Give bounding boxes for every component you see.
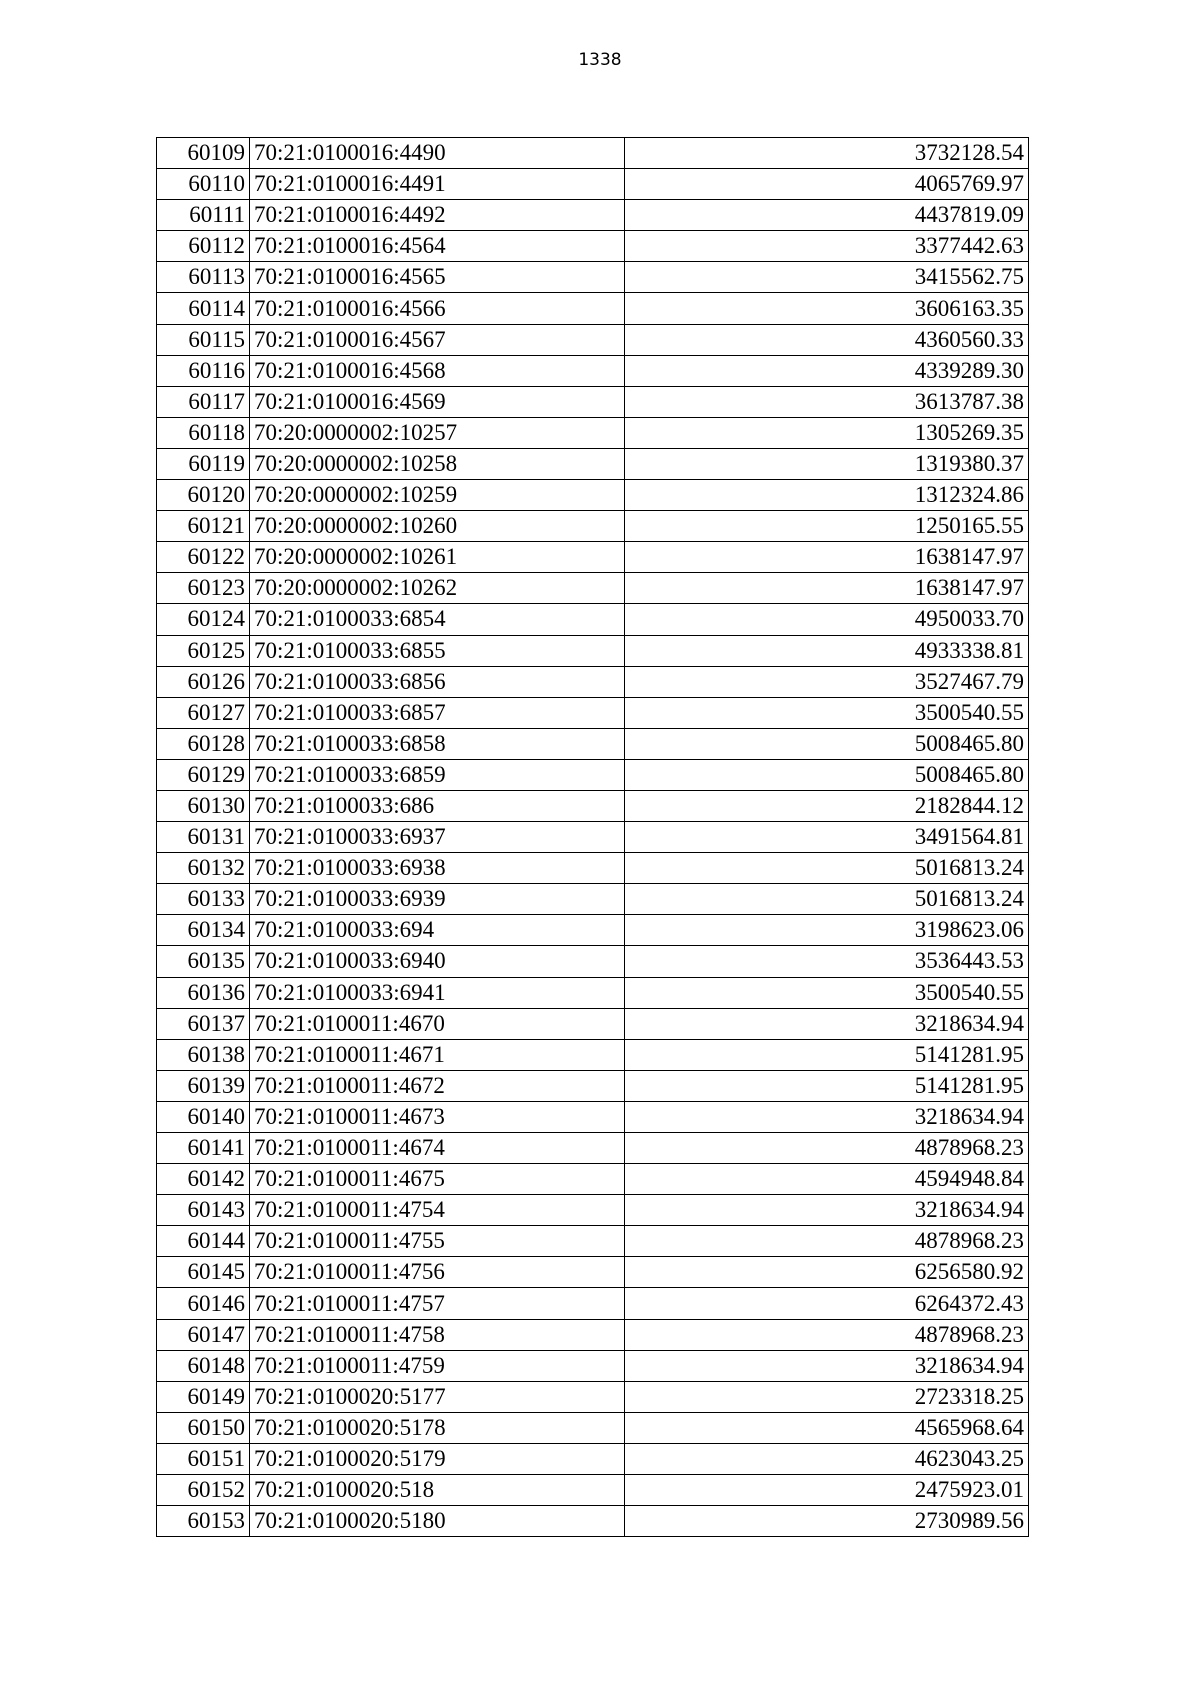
cadastral-value-cell: 1638147.97: [625, 542, 1029, 573]
row-number-cell: 60151: [157, 1443, 250, 1474]
row-number-cell: 60138: [157, 1039, 250, 1070]
table-row: [157, 1319, 1029, 1350]
row-number-cell: 60135: [157, 946, 250, 977]
cadastral-number-cell: 70:21:0100016:4564: [250, 231, 625, 262]
table-row: [157, 1008, 1029, 1039]
table-row: [157, 417, 1029, 448]
table-row: [157, 1195, 1029, 1226]
cadastral-number-cell: 70:21:0100033:6859: [250, 759, 625, 790]
row-number-cell: 60126: [157, 666, 250, 697]
cadastral-value-cell: 4878968.23: [625, 1133, 1029, 1164]
row-number-cell: 60132: [157, 853, 250, 884]
cadastral-number-cell: 70:21:0100016:4566: [250, 293, 625, 324]
table-row: [157, 697, 1029, 728]
row-number-cell: 60139: [157, 1070, 250, 1101]
row-number-cell: 60122: [157, 542, 250, 573]
table-row: [157, 542, 1029, 573]
cadastral-number-cell: 70:21:0100016:4565: [250, 262, 625, 293]
table-row: [157, 511, 1029, 542]
cadastral-value-cell: 4933338.81: [625, 635, 1029, 666]
cadastral-number-cell: 70:21:0100033:6939: [250, 884, 625, 915]
row-number-cell: 60121: [157, 511, 250, 542]
row-number-cell: 60152: [157, 1475, 250, 1506]
cadastral-number-cell: 70:21:0100020:518: [250, 1475, 625, 1506]
cadastral-value-cell: 5008465.80: [625, 728, 1029, 759]
row-number-cell: 60115: [157, 324, 250, 355]
table-row: [157, 1257, 1029, 1288]
cadastral-value-cell: 6264372.43: [625, 1288, 1029, 1319]
table-body: [157, 138, 1029, 1537]
cadastral-value-cell: 3218634.94: [625, 1008, 1029, 1039]
row-number-cell: 60133: [157, 884, 250, 915]
table-row: [157, 884, 1029, 915]
cadastral-number-cell: 70:21:0100011:4755: [250, 1226, 625, 1257]
row-number-cell: 60112: [157, 231, 250, 262]
cadastral-value-cell: 3613787.38: [625, 386, 1029, 417]
row-number-cell: 60129: [157, 759, 250, 790]
cadastral-number-cell: 70:20:0000002:10262: [250, 573, 625, 604]
row-number-cell: 60123: [157, 573, 250, 604]
table-row: [157, 200, 1029, 231]
cadastral-number-cell: 70:21:0100033:6855: [250, 635, 625, 666]
table-row: [157, 480, 1029, 511]
cadastral-value-cell: 4360560.33: [625, 324, 1029, 355]
cadastral-value-cell: 5016813.24: [625, 853, 1029, 884]
cadastral-value-cell: 5141281.95: [625, 1039, 1029, 1070]
cadastral-value-cell: 3198623.06: [625, 915, 1029, 946]
row-number-cell: 60125: [157, 635, 250, 666]
cadastral-number-cell: 70:20:0000002:10259: [250, 480, 625, 511]
table-row: [157, 1164, 1029, 1195]
table-row: [157, 138, 1029, 169]
cadastral-number-cell: 70:20:0000002:10261: [250, 542, 625, 573]
cadastral-value-cell: 1312324.86: [625, 480, 1029, 511]
cadastral-value-cell: 2182844.12: [625, 790, 1029, 821]
cadastral-number-cell: 70:21:0100033:6856: [250, 666, 625, 697]
row-number-cell: 60134: [157, 915, 250, 946]
cadastral-number-cell: 70:21:0100011:4675: [250, 1164, 625, 1195]
cadastral-number-cell: 70:21:0100033:6938: [250, 853, 625, 884]
cadastral-value-cell: 1638147.97: [625, 573, 1029, 604]
table-row: [157, 1506, 1029, 1537]
cadastral-number-cell: 70:21:0100033:6854: [250, 604, 625, 635]
cadastral-number-cell: 70:21:0100011:4754: [250, 1195, 625, 1226]
cadastral-number-cell: 70:21:0100011:4759: [250, 1350, 625, 1381]
table-row: [157, 1381, 1029, 1412]
cadastral-number-cell: 70:21:0100033:6940: [250, 946, 625, 977]
row-number-cell: 60116: [157, 355, 250, 386]
cadastral-number-cell: 70:21:0100033:6937: [250, 822, 625, 853]
table-row: [157, 915, 1029, 946]
page-number: 1338: [578, 50, 622, 70]
row-number-cell: 60131: [157, 822, 250, 853]
cadastral-value-cell: 4437819.09: [625, 200, 1029, 231]
cadastral-number-cell: 70:21:0100016:4569: [250, 386, 625, 417]
cadastral-number-cell: 70:21:0100016:4491: [250, 169, 625, 200]
row-number-cell: 60118: [157, 417, 250, 448]
cadastral-number-cell: 70:20:0000002:10260: [250, 511, 625, 542]
cadastral-value-cell: 3218634.94: [625, 1101, 1029, 1132]
cadastral-value-cell: 4623043.25: [625, 1443, 1029, 1474]
row-number-cell: 60153: [157, 1506, 250, 1537]
table-row: [157, 386, 1029, 417]
cadastral-value-cell: 3491564.81: [625, 822, 1029, 853]
row-number-cell: 60143: [157, 1195, 250, 1226]
cadastral-number-cell: 70:21:0100020:5179: [250, 1443, 625, 1474]
cadastral-value-table: [156, 137, 1029, 1537]
table-row: [157, 790, 1029, 821]
cadastral-number-cell: 70:21:0100016:4567: [250, 324, 625, 355]
table-row: [157, 822, 1029, 853]
cadastral-number-cell: 70:21:0100011:4756: [250, 1257, 625, 1288]
cadastral-number-cell: 70:21:0100033:6941: [250, 977, 625, 1008]
table-row: [157, 604, 1029, 635]
row-number-cell: 60128: [157, 728, 250, 759]
cadastral-value-cell: 3536443.53: [625, 946, 1029, 977]
table-row: [157, 324, 1029, 355]
row-number-cell: 60110: [157, 169, 250, 200]
cadastral-number-cell: 70:21:0100011:4757: [250, 1288, 625, 1319]
cadastral-number-cell: 70:21:0100020:5178: [250, 1412, 625, 1443]
row-number-cell: 60120: [157, 480, 250, 511]
row-number-cell: 60114: [157, 293, 250, 324]
cadastral-number-cell: 70:21:0100033:686: [250, 790, 625, 821]
row-number-cell: 60144: [157, 1226, 250, 1257]
cadastral-number-cell: 70:21:0100020:5177: [250, 1381, 625, 1412]
cadastral-value-cell: 2723318.25: [625, 1381, 1029, 1412]
cadastral-number-cell: 70:21:0100011:4670: [250, 1008, 625, 1039]
table-row: [157, 1226, 1029, 1257]
cadastral-value-cell: 1305269.35: [625, 417, 1029, 448]
cadastral-value-cell: 4878968.23: [625, 1319, 1029, 1350]
row-number-cell: 60145: [157, 1257, 250, 1288]
table-row: [157, 231, 1029, 262]
cadastral-number-cell: 70:21:0100016:4568: [250, 355, 625, 386]
cadastral-value-cell: 3415562.75: [625, 262, 1029, 293]
cadastral-value-cell: 3606163.35: [625, 293, 1029, 324]
table-row: [157, 635, 1029, 666]
cadastral-number-cell: 70:21:0100033:6857: [250, 697, 625, 728]
cadastral-value-cell: 5008465.80: [625, 759, 1029, 790]
row-number-cell: 60140: [157, 1101, 250, 1132]
cadastral-number-cell: 70:20:0000002:10257: [250, 417, 625, 448]
row-number-cell: 60124: [157, 604, 250, 635]
cadastral-value-cell: 4594948.84: [625, 1164, 1029, 1195]
cadastral-value-cell: 3218634.94: [625, 1350, 1029, 1381]
cadastral-value-cell: 3732128.54: [625, 138, 1029, 169]
cadastral-value-cell: 4950033.70: [625, 604, 1029, 635]
cadastral-value-cell: 3218634.94: [625, 1195, 1029, 1226]
row-number-cell: 60146: [157, 1288, 250, 1319]
cadastral-value-cell: 4878968.23: [625, 1226, 1029, 1257]
table-row: [157, 666, 1029, 697]
table-row: [157, 293, 1029, 324]
cadastral-value-cell: 2475923.01: [625, 1475, 1029, 1506]
row-number-cell: 60148: [157, 1350, 250, 1381]
table-row: [157, 1475, 1029, 1506]
table-row: [157, 853, 1029, 884]
cadastral-value-cell: 3500540.55: [625, 977, 1029, 1008]
row-number-cell: 60141: [157, 1133, 250, 1164]
cadastral-value-cell: 1250165.55: [625, 511, 1029, 542]
table-row: [157, 573, 1029, 604]
row-number-cell: 60111: [157, 200, 250, 231]
row-number-cell: 60137: [157, 1008, 250, 1039]
table-row: [157, 448, 1029, 479]
row-number-cell: 60147: [157, 1319, 250, 1350]
row-number-cell: 60149: [157, 1381, 250, 1412]
row-number-cell: 60117: [157, 386, 250, 417]
table-row: [157, 355, 1029, 386]
cadastral-number-cell: 70:21:0100011:4671: [250, 1039, 625, 1070]
table-row: [157, 1288, 1029, 1319]
table-row: [157, 262, 1029, 293]
cadastral-value-cell: 4565968.64: [625, 1412, 1029, 1443]
cadastral-value-cell: 3500540.55: [625, 697, 1029, 728]
row-number-cell: 60109: [157, 138, 250, 169]
cadastral-number-cell: 70:21:0100011:4673: [250, 1101, 625, 1132]
cadastral-number-cell: 70:20:0000002:10258: [250, 448, 625, 479]
table-row: [157, 1443, 1029, 1474]
row-number-cell: 60136: [157, 977, 250, 1008]
row-number-cell: 60113: [157, 262, 250, 293]
table-row: [157, 1412, 1029, 1443]
cadastral-value-cell: 5141281.95: [625, 1070, 1029, 1101]
table-row: [157, 1070, 1029, 1101]
cadastral-number-cell: 70:21:0100033:6858: [250, 728, 625, 759]
cadastral-value-cell: 4065769.97: [625, 169, 1029, 200]
row-number-cell: 60130: [157, 790, 250, 821]
table-row: [157, 728, 1029, 759]
cadastral-number-cell: 70:21:0100011:4758: [250, 1319, 625, 1350]
row-number-cell: 60142: [157, 1164, 250, 1195]
cadastral-value-cell: 4339289.30: [625, 355, 1029, 386]
cadastral-number-cell: 70:21:0100011:4672: [250, 1070, 625, 1101]
cadastral-value-cell: 6256580.92: [625, 1257, 1029, 1288]
table-row: [157, 1350, 1029, 1381]
cadastral-value-cell: 3377442.63: [625, 231, 1029, 262]
table-row: [157, 169, 1029, 200]
cadastral-number-cell: 70:21:0100033:694: [250, 915, 625, 946]
table-row: [157, 946, 1029, 977]
cadastral-number-cell: 70:21:0100016:4490: [250, 138, 625, 169]
cadastral-value-cell: 2730989.56: [625, 1506, 1029, 1537]
cadastral-number-cell: 70:21:0100020:5180: [250, 1506, 625, 1537]
cadastral-number-cell: 70:21:0100016:4492: [250, 200, 625, 231]
table-row: [157, 977, 1029, 1008]
cadastral-value-cell: 1319380.37: [625, 448, 1029, 479]
row-number-cell: 60150: [157, 1412, 250, 1443]
row-number-cell: 60127: [157, 697, 250, 728]
cadastral-number-cell: 70:21:0100011:4674: [250, 1133, 625, 1164]
table-row: [157, 1039, 1029, 1070]
table-row: [157, 1133, 1029, 1164]
table-row: [157, 1101, 1029, 1132]
cadastral-value-cell: 5016813.24: [625, 884, 1029, 915]
table-row: [157, 759, 1029, 790]
row-number-cell: 60119: [157, 448, 250, 479]
cadastral-value-cell: 3527467.79: [625, 666, 1029, 697]
